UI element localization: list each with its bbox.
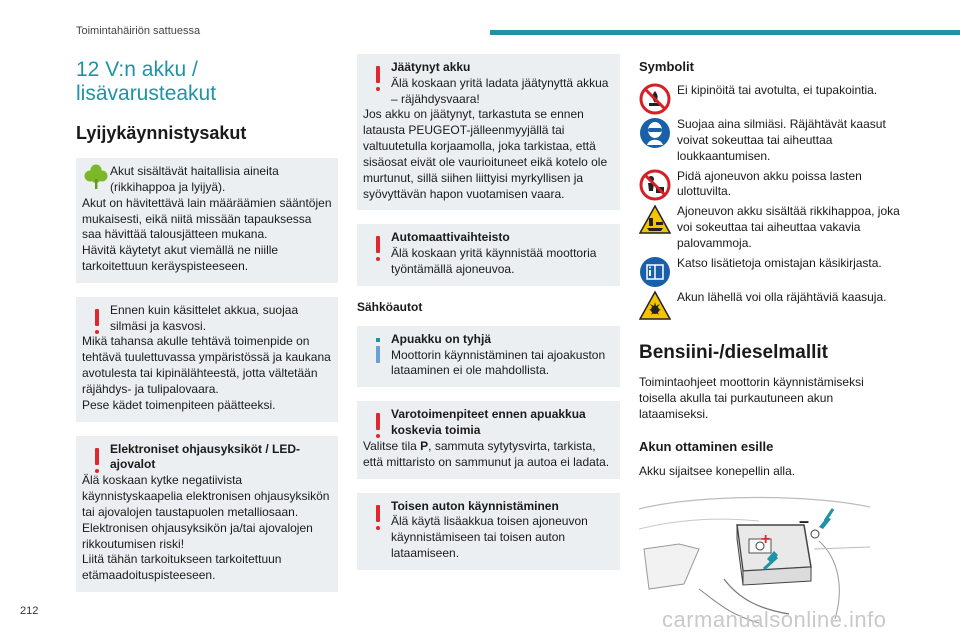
explosive-gas-icon — [639, 290, 671, 322]
environment-note-box — [76, 158, 338, 283]
frozen-line-1: Älä koskaan yritä ladata jäätynyttä akkua – räjähdysvaara! — [391, 75, 609, 106]
manual-icon — [639, 256, 671, 288]
symbol-row — [639, 204, 904, 251]
second-box-title: Toisen auton käynnistäminen — [391, 498, 559, 513]
safety-line-3: Pese kädet toimenpiteen päätteeksi. — [82, 397, 276, 412]
column-left — [76, 58, 338, 606]
auto-line-1: Älä koskaan yritä käynnistää moottoria työntämällä ajoneuvoa. — [391, 246, 597, 277]
symbol-text: Katso lisätietoja omistajan käsikirjasta. — [677, 255, 882, 270]
symbol-row — [639, 169, 904, 201]
safety-line-2: Mikä tahansa akulle tehtävä toimenpide on tehtävä tuulettuvassa ympäristössä ja kaukana avotulesta tai kipinälähteestä, jotta vältetään räjähdys- ja tulipalovaara. — [82, 334, 331, 396]
electronic-line-2: Elektronisen ohjausyksikön ja/tai ajovalojen rikkoutumisen riski! — [82, 520, 313, 551]
aux-battery-info-box — [357, 326, 620, 387]
frozen-battery-box — [357, 54, 620, 210]
symbol-text: Suojaa aina silmiäsi. Räjähtävät kaasut voivat sokeuttaa tai aiheuttaa loukkaantumisen. — [677, 117, 886, 163]
electronic-warning-box — [76, 436, 338, 592]
frozen-line-2: Jos akku on jäätynyt, tarkastuta se ennen latausta PEUGEOT-jälleenmyyjällä tai valtuutetulla korjaamolla, joka tarkistaa, että sisäosat eivät ole vaurioituneet eikä kotelo ole murtunut, sillä siihen liittyisi myrkyllisen ja syövyttävän hapon vuotamisen vaara. — [363, 107, 608, 201]
symbol-text: Ajoneuvon akku sisältää rikkihappoa, joka voi sokeuttaa tai aiheuttaa vakavia palovammoja. — [677, 204, 900, 250]
watermark: carmanualsonline.info — [662, 607, 887, 632]
aux-box-title: Apuakku on tyhjä — [391, 331, 492, 346]
running-header: Toimintahäiriön sattuessa — [76, 25, 201, 37]
electronic-line-1: Älä koskaan kytke negatiivista käynnistyskaapelia elektronisen ohjausyksikön tai ajovalojen taustapuolen metalliosaan. — [82, 473, 330, 519]
mode-p: P — [420, 438, 429, 453]
acid-warning-icon — [639, 204, 671, 236]
safety-line-1: Ennen kuin käsittelet akkua, suojaa silmäsi ja kasvosi. — [110, 302, 299, 333]
column-right — [639, 58, 904, 625]
env-line-3: Hävitä käytetyt akut viemällä ne niille tarkoitettuun keräyspisteeseen. — [82, 243, 279, 273]
second-vehicle-box — [357, 493, 620, 570]
no-fire-icon — [639, 83, 671, 115]
symbol-text: Akun lähellä voi olla räjähtäviä kaasuja. — [677, 289, 887, 304]
symbol-row — [639, 290, 904, 320]
electric-vehicles-title: Sähköautot — [357, 299, 423, 314]
precaution-box-title: Varotoimenpiteet ennen apuakkua koskevia toimia — [391, 407, 586, 438]
auto-box-title: Automaattivaihteisto — [391, 230, 510, 245]
recycle-leaf-icon — [84, 164, 108, 195]
symbol-row — [639, 117, 904, 164]
aux-line-1: Moottorin käynnistäminen tai ajoakuston lataaminen ei ole mahdollista. — [391, 347, 606, 378]
second-line-1: Älä käytä lisäakkua toisen ajoneuvon käynnistämiseen tai toisen auton lataamiseen. — [391, 514, 588, 561]
frozen-box-title: Jäätynyt akku — [391, 60, 471, 74]
battery-removal-title: Akun ottaminen esille — [639, 439, 774, 455]
battery-removal-text: Akku sijaitsee konepellin alla. — [639, 463, 796, 478]
precaution-box — [357, 401, 620, 478]
eye-protection-icon — [639, 117, 671, 149]
symbol-row — [639, 83, 904, 113]
precaution-line-1: Valitse tila P, sammuta sytytysvirta, tarkista, että mittaristo on sammunut ja autoa ei ladata. — [363, 438, 610, 469]
page-number: 212 — [20, 605, 39, 617]
symbol-row — [639, 256, 904, 286]
electronic-line-3: Liitä tähän tarkoitukseen tarkoitettuun etämaadoituspisteeseen. — [82, 552, 282, 583]
symbol-text: Ei kipinöitä tai avotulta, ei tupakointia. — [677, 83, 878, 98]
electronic-box-title: Elektroniset ohjausyksiköt / LED-ajovalot — [110, 441, 301, 472]
petrol-text: Toimintaohjeet moottorin käynnistämiseksi toisella akulla tai purkautuneen akun lataamiseksi. — [639, 374, 864, 421]
automatic-gearbox-box — [357, 224, 620, 285]
header-accent-bar — [490, 30, 960, 35]
keep-from-children-icon — [639, 169, 671, 201]
page-title: 12 V:n akku / lisävarusteakut — [76, 58, 217, 106]
section-title-lead-acid: Lyijykäynnistysakut — [76, 123, 247, 144]
negative-terminal-mark: – — [799, 511, 810, 532]
symbols-title: Symbolit — [639, 59, 694, 74]
petrol-diesel-title: Bensiini-/dieselmallit — [639, 341, 828, 363]
safety-warning-box — [76, 297, 338, 422]
env-line-2: Akut on hävitettävä lain määräämien sääntöjen mukaisesti, eikä niitä missään tapauksessa saa hävittää talousjätteen mukana. — [82, 195, 332, 242]
positive-terminal-mark: + — [761, 531, 771, 549]
env-line-1: Akut sisältävät haitallisia aineita (rikkihappoa ja lyijyä). — [110, 164, 279, 194]
column-middle — [357, 54, 620, 584]
symbol-text: Pidä ajoneuvon akku poissa lasten ulottuvilta. — [677, 168, 862, 199]
